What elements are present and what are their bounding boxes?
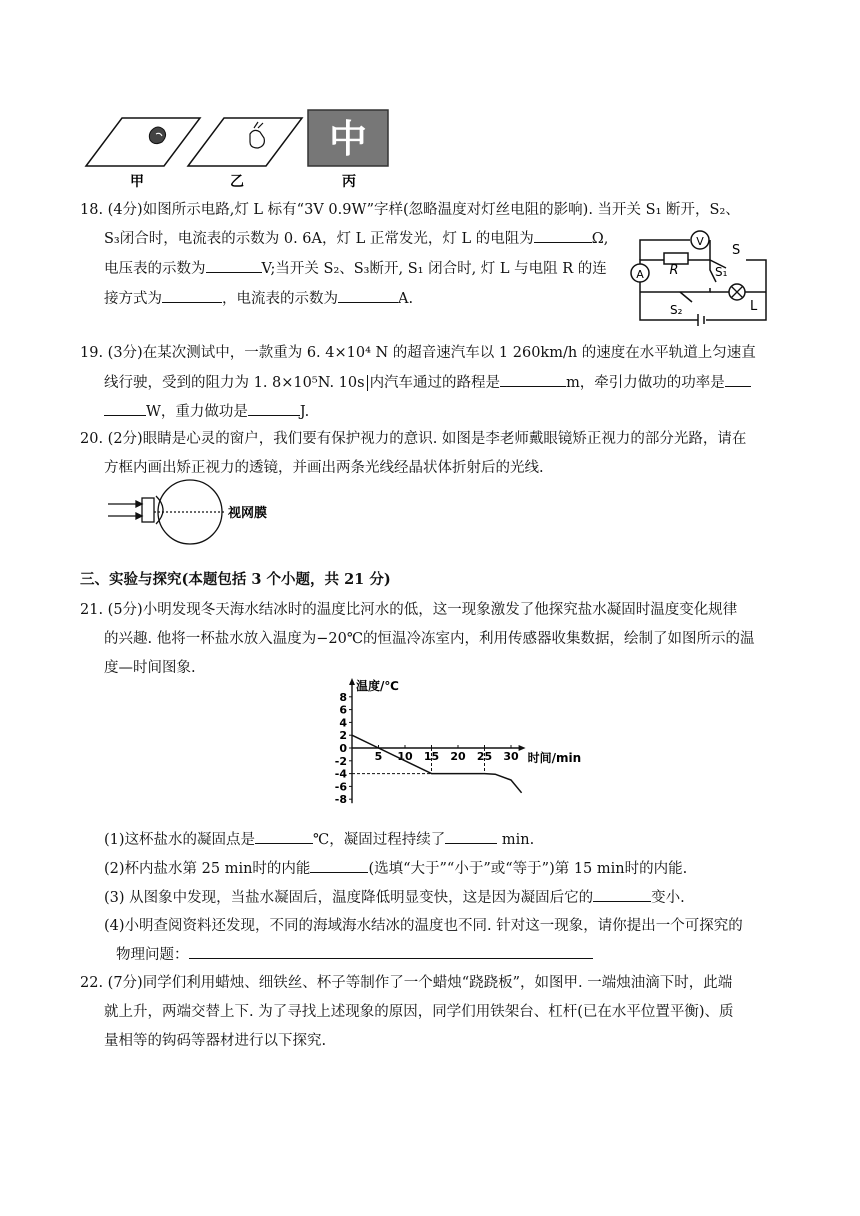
- answer-blank-freezing-point[interactable]: [255, 829, 313, 844]
- q21-part-4: (4)小明查阅资料还发现，不同的海域海水结冰的温度也不同. 针对这一现象，请你提出一个可探究的: [104, 918, 743, 934]
- answer-blank-voltage[interactable]: [206, 258, 262, 273]
- q21-text: min.: [497, 832, 535, 848]
- q21-text: 变小.: [651, 890, 685, 906]
- q21-line-3: 度—时间图象.: [104, 660, 196, 676]
- switch-s1-label: S₁: [715, 265, 728, 279]
- chart-y-tick-label: -6: [334, 780, 347, 794]
- q21-part-4-answer: [116, 944, 593, 965]
- chart-y-tick-label: 0: [339, 742, 347, 755]
- q18-text: S₃闭合时，电流表的示数为 0. 6A，灯 L 正常发光，灯 L 的电阻为: [104, 231, 534, 247]
- answer-blank-connection[interactable]: [162, 288, 222, 303]
- q18-unit: Ω,: [591, 231, 609, 247]
- q21-line-1: 21. (5分)小明发现冬天海水结冰时的温度比河水的低，这一现象激发了他探究盐水凝固时温度变化规律: [80, 602, 738, 618]
- switch-s-label: S: [732, 243, 741, 258]
- label-jia: 甲: [130, 174, 144, 190]
- chart-series-line: [352, 735, 522, 793]
- tile-char: 中: [328, 117, 368, 161]
- chart-x-tick-label: 5: [374, 750, 383, 763]
- q18-text: 接方式为: [104, 291, 162, 307]
- q19-unit: J.: [299, 404, 310, 420]
- q18-unit: A.: [398, 291, 414, 307]
- answer-blank-gravity-work[interactable]: [248, 401, 300, 416]
- chart-y-tick-label: 2: [339, 729, 347, 743]
- q21-text: (3) 从图象中发现，当盐水凝固后，温度降低明显变快，这是因为凝固后它的: [104, 890, 594, 906]
- q22-line-3: 量相等的钩码等器材进行以下探究.: [104, 1033, 327, 1049]
- answer-blank-property[interactable]: [593, 887, 651, 902]
- q22-line-2: 就上升，两端交替上下. 为了寻找上述现象的原因，同学们用铁架台、杠杆(已在水平位置平衡)、质: [104, 1004, 734, 1020]
- retina-label: 视网膜: [228, 506, 268, 521]
- q21-part-2: [104, 858, 687, 879]
- q21-text: (1)这杯盐水的凝固点是: [104, 832, 256, 848]
- q19-line-1: 19. (3分)在某次测试中，一款重为 6. 4×10⁴ N 的超音速汽车以 1 260km/h 的速度在水平轨道上匀速直: [80, 345, 756, 361]
- q18-line-1: 18. (4分)如图所示电路,灯 L 标有“3V 0.9W”字样(忽略温度对灯丝电阻的影响). 当开关 S₁ 断开，S₂、: [80, 202, 740, 218]
- q20-line-2: 方框内画出矫正视力的透镜，并画出两条光线经晶状体折射后的光线.: [104, 460, 544, 476]
- q18-line-2: [104, 228, 608, 249]
- panel-jia: [86, 118, 200, 166]
- answer-blank-current[interactable]: [338, 288, 398, 303]
- chart-x-tick-label: 10: [397, 750, 413, 763]
- chart-y-tick-label: -8: [334, 793, 347, 807]
- q21-part-1: [104, 829, 534, 850]
- q19-text: W，重力做功是: [146, 404, 248, 420]
- chart-y-tick-label: 8: [339, 690, 347, 704]
- q18-text: ，电流表的示数为: [222, 291, 338, 307]
- label-yi: 乙: [230, 174, 244, 190]
- q19-text: 线行驶，受到的阻力为 1. 8×10⁵N. 10s: [104, 375, 365, 391]
- chart-y-arrow: [349, 678, 355, 685]
- q21-text: (2)杯内盐水第 25 min时的内能: [104, 861, 311, 877]
- q19-line-2: [104, 372, 751, 393]
- answer-blank-power-start[interactable]: [725, 372, 751, 387]
- chart-x-tick-label: 30: [503, 750, 519, 763]
- panel-yi: [188, 118, 302, 166]
- circuit-diagram: [618, 222, 778, 328]
- eye-diagram: [106, 486, 286, 546]
- chart-x-tick-label: 25: [476, 750, 493, 763]
- chart-y-tick-label: 4: [339, 716, 347, 730]
- section-title: 三、实验与探究(本题包括 3 个小题，共 21 分): [80, 571, 391, 588]
- q21-text: ℃，凝固过程持续了: [313, 832, 446, 848]
- chart-y-tick-label: -4: [334, 767, 347, 781]
- q18-line-4: [104, 288, 413, 309]
- lamp-label: L: [750, 299, 758, 314]
- switch-s2-label: S₂: [670, 303, 683, 317]
- q21-text: (选填“大于”“小于”或“等于”)第 15 min时的内能.: [368, 861, 688, 877]
- answer-blank-distance[interactable]: [500, 372, 566, 387]
- chart-x-axis-label: 时间/min: [527, 751, 582, 765]
- chart-y-axis-label: 温度/℃: [356, 679, 399, 693]
- chart-x-tick-label: 20: [450, 750, 466, 763]
- q22-line-1: 22. (7分)同学们利用蜡烛、细铁丝、杯子等制作了一个蜡烛“跷跷板”，如图甲. 一端烛油滴下时，此端: [80, 975, 733, 991]
- chart-x-arrow: [519, 745, 526, 751]
- panel-bing-tile: [308, 110, 388, 166]
- temperature-time-chart: [328, 678, 582, 814]
- q21-part-3: [104, 887, 685, 908]
- answer-blank-power[interactable]: [104, 401, 146, 416]
- answer-blank-duration[interactable]: [445, 829, 497, 844]
- answer-blank-internal-energy[interactable]: [310, 858, 368, 873]
- chart-x-tick-label: 15: [423, 750, 440, 763]
- resistor-label: R: [669, 263, 679, 278]
- answer-blank-question[interactable]: [189, 944, 593, 959]
- label-bing: 丙: [342, 174, 356, 190]
- voltmeter-label: V: [696, 235, 704, 248]
- q19-text: m，牵引力做功的功率是: [566, 375, 725, 391]
- q21-text: 物理问题：: [116, 947, 189, 963]
- answer-blank-resistance[interactable]: [534, 228, 592, 243]
- q18-text: 电压表的示数为: [104, 261, 206, 277]
- lens-box: [142, 498, 154, 522]
- chart-y-tick-label: -2: [334, 754, 347, 768]
- q19-line-3: [104, 401, 309, 422]
- q20-line-1: 20. (2分)眼睛是心灵的窗户，我们要有保护视力的意识. 如图是李老师戴眼镜矫正视力的部分光路，请在: [80, 431, 747, 447]
- q21-line-2: 的兴趣. 他将一杯盐水放入温度为−20℃的恒温冷冻室内，利用传感器收集数据，绘制了如图所示的温: [104, 631, 755, 647]
- chart-y-tick-label: 6: [339, 703, 347, 717]
- q18-text: V;当开关 S₂、S₃断开, S₁ 闭合时, 灯 L 与电阻 R 的连: [261, 261, 607, 277]
- q19-text: 内汽车通过的路程是: [369, 375, 501, 391]
- surface-drawing-figure: [80, 104, 400, 190]
- ammeter-label: A: [636, 268, 644, 281]
- q18-line-3: [104, 258, 607, 279]
